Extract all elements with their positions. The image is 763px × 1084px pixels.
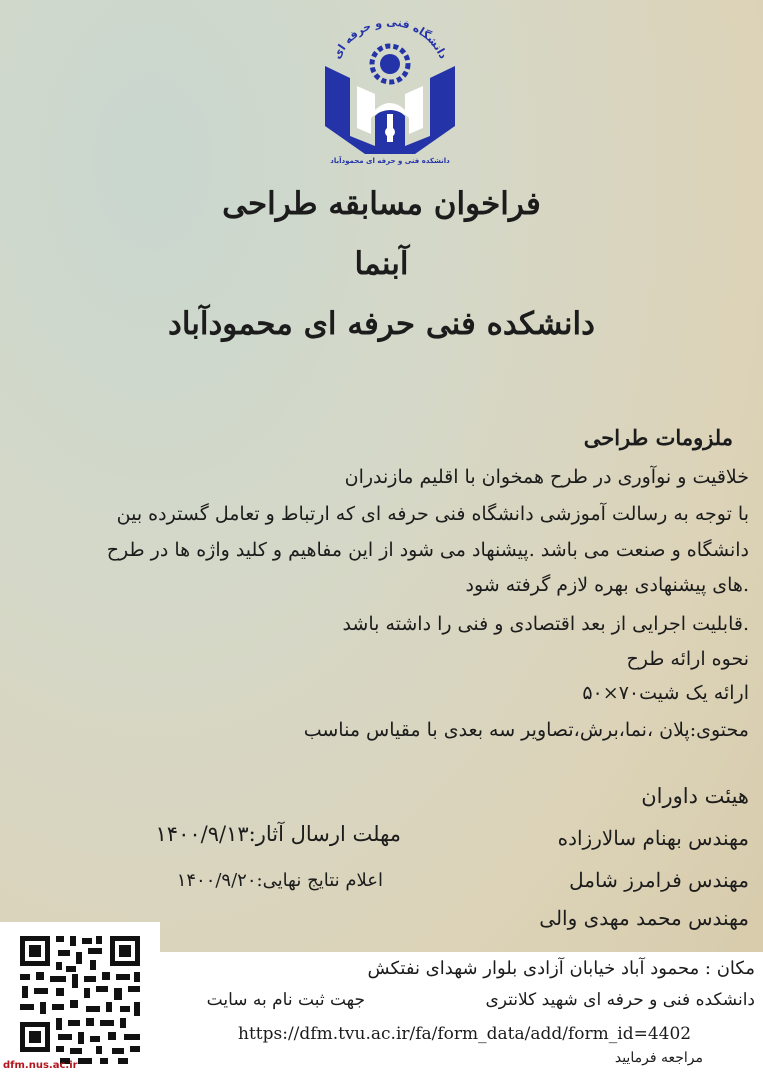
jury-member: مهندس بهنام سالارزاده — [557, 826, 749, 850]
university-logo — [315, 6, 465, 166]
logo-arc-text: دانشگاه فنی و حرفه ای — [330, 15, 450, 61]
refer-text: مراجعه فرمایید — [614, 1050, 703, 1066]
requirements-heading: ملزومات طراحی — [583, 425, 733, 450]
title-competition: فراخوان مسابقه طراحی — [222, 186, 541, 222]
location-line: مکان : محمود آباد خیابان آزادی بلوار شهدای نفتکش — [367, 958, 755, 979]
requirement-line: .قابلیت اجرایی از بعد اقتصادی و فنی را داشته باشد — [342, 613, 749, 635]
registration-url[interactable]: https://dfm.tvu.ac.ir/fa/form_data/add/form_id=4402 — [238, 1024, 692, 1044]
sheet-size: ارائه یک شیت۷۰×۵۰ — [582, 682, 749, 704]
jury-heading: هیئت داوران — [641, 784, 749, 808]
school-name: دانشکده فنی و حرفه ای شهید کلانتری — [485, 990, 755, 1010]
jury-member: مهندس محمد مهدی والی — [539, 906, 749, 930]
title-fountain: آبنما — [354, 246, 409, 282]
submission-deadline: مهلت ارسال آثار:۱۴۰۰/۹/۱۳ — [155, 822, 401, 846]
jury-member: مهندس فرامرز شامل — [569, 868, 749, 892]
results-date: اعلام نتایج نهایی:۱۴۰۰/۹/۲۰ — [176, 870, 383, 891]
register-line: جهت ثبت نام به سایت — [206, 990, 365, 1010]
requirement-line: با توجه به رسالت آموزشی دانشگاه فنی حرفه ای که ارتباط و تعامل گسترده بین — [116, 503, 749, 525]
requirement-line: خلاقیت و نوآوری در طرح همخوان با اقلیم مازندران — [344, 466, 749, 488]
requirement-line: .های پیشنهادی بهره لازم گرفته شود — [465, 574, 749, 596]
qr-code — [0, 922, 160, 1080]
title-faculty: دانشکده فنی حرفه ای محمودآباد — [168, 306, 595, 342]
content-line: محتوی:پلان ،نما،برش،تصاویر سه بعدی با مقیاس مناسب — [303, 719, 749, 741]
logo-bottom-text: دانشکده فنی و حرفه ای محمودآباد — [330, 157, 450, 165]
qr-caption: dfm.nus.ac.ir — [3, 1060, 78, 1071]
requirement-line: دانشگاه و صنعت می باشد .پیشنهاد می شود از این مفاهیم و کلید واژه ها در طرح — [106, 539, 749, 561]
presentation-heading: نحوه ارائه طرح — [626, 648, 749, 670]
